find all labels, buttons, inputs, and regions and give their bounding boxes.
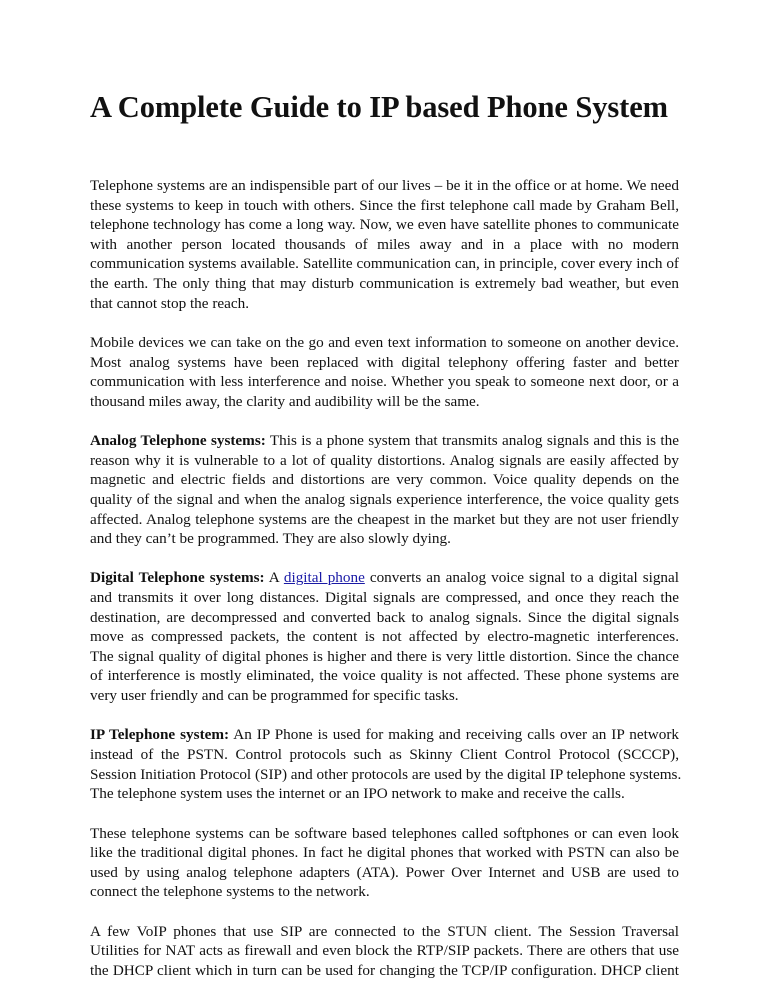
text-line: A few VoIP phones that use SIP are connected to the STUN client. The Session Traversal [90,922,679,940]
text-line: These telephone systems can be software based telephones called softphones or can even look [90,824,679,842]
text-line: quality of the signal and when the analog signals experience interference, the voice quality gets [90,490,679,508]
text-line [90,725,679,745]
text-run: A [264,569,284,587]
text-line: used by using analog telephone adapters (ATA). Power Over Internet and USB are used to [90,863,679,881]
paragraph-digital [90,568,679,705]
paragraph-analog [90,431,679,549]
text-line: magnetic and electric fields and distortions are very common. Voice quality depends on the [90,471,679,489]
text-line: destination, are decompressed and converted back to analog signals. Since the digital signals [90,608,679,626]
section-lead: Digital Telephone systems: [90,569,265,587]
paragraph-intro [90,176,679,313]
text-line: thousand miles away, the clarity and audibility will be the same. [90,392,480,410]
paragraph-voip [90,922,679,981]
paragraph-softphones [90,824,679,902]
text-line: instead of the PSTN. Control protocols such as Skinny Client Control Protocol (SCCCP), [90,746,679,764]
text-line: communication systems available. Satellite communication can, in principle, cover every inch of [90,255,679,273]
text-line: Most analog systems have been replaced with digital telephony offering faster and better [90,353,679,371]
text-line: and transmits it over long distances. Digital signals are compressed, and once they reach the [90,589,679,607]
text-line: and they can’t be programmed. They are also slowly dying. [90,530,451,548]
text-line: move as compressed packets, the content is not affected by electro-magnetic interferences. [90,628,679,646]
text-line [90,568,679,588]
text-line: telephone technology has come a long way. Now, we even have satellite phones to communicate [90,216,679,234]
text-line: of interference is mostly eliminated, the voice quality is not affected. These phone systems are [90,667,679,685]
text-line [90,431,679,451]
text-line: Utilities for NAT acts as firewall and even block the RTP/SIP packets. There are others that use [90,942,679,960]
text-line: the earth. The only thing that may disturb communication is extremely bad weather, but even [90,274,679,292]
text-line: Telephone systems are an indispensible part of our lives – be it in the office or at home. We need [90,177,679,194]
section-lead: IP Telephone system: [90,726,230,744]
text-line: Mobile devices we can take on the go and even text information to someone on another device. [90,333,679,351]
paragraph-ip [90,725,682,803]
text-line: very user friendly and can be programmed for specific tasks. [90,687,459,705]
digital-phone-link[interactable]: digital phone [283,569,365,587]
section-lead: Analog Telephone systems: [90,432,266,450]
text-line: affected. Analog telephone systems are the cheapest in the market but they are not user friendly [90,510,679,528]
text-line: with another person located thousands of miles away and in a place with no modern [90,235,679,253]
text-line: the DHCP client which in turn can be used for changing the TCP/IP configuration. DHCP client [90,961,679,979]
text-line: these systems to keep in touch with others. Since the first telephone call made by Graham Bell, [90,196,679,214]
text-line: like the traditional digital phones. In fact he digital phones that worked with PSTN can also be [90,844,679,862]
text-line: Session Initiation Protocol (SIP) and other protocols are used by the digital IP telephone systems. [90,765,682,783]
text-run: This is a phone system that transmits analog signals and this is the [265,432,679,450]
text-line: The signal quality of digital phones is higher and there is very little distortion. Since the chance [90,647,679,665]
document-title: A Complete Guide to IP based Phone System [90,90,668,124]
text-line: that cannot stop the reach. [90,294,249,312]
text-line: reason why it is vulnerable to a lot of quality distortions. Analog signals are easily affected by [90,451,679,469]
text-line: connect the telephone systems to the network. [90,883,370,901]
text-line: communication with less interference and noise. Whether you speak to someone next door, or a [90,373,679,391]
text-run: converts an analog voice signal to a digital signal [364,569,679,587]
document-body [90,176,682,1000]
paragraph-mobile [90,333,679,411]
text-run: An IP Phone is used for making and receiving calls over an IP network [229,726,679,744]
text-line: The telephone system uses the internet or an IPO network to make and receive the calls. [90,785,625,803]
